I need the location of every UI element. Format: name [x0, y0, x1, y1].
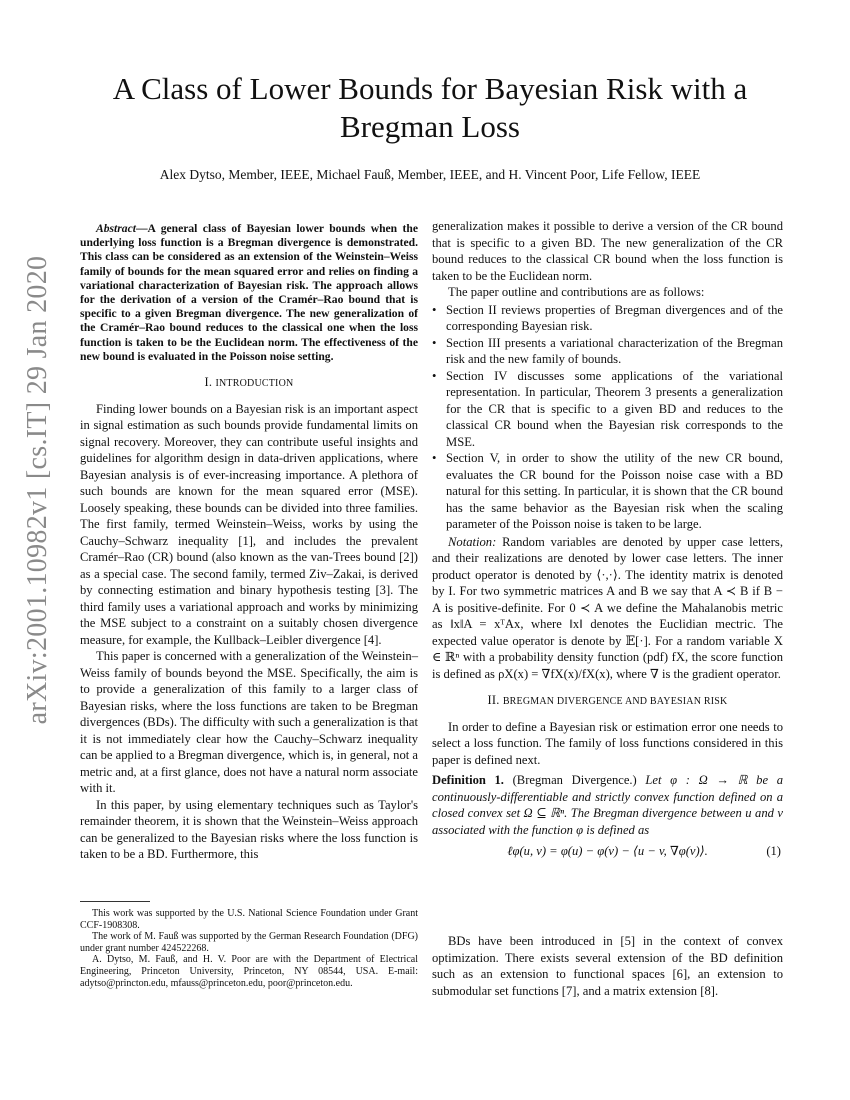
section2-paragraph-2-block [432, 933, 783, 999]
left-column [80, 222, 418, 863]
bullet-icon: • [432, 335, 437, 350]
notation-text: Random variables are denoted by upper case letters, and their realizations are denoted by lower case letters. The inner product operator is denoted by ⟨·,·⟩. The identity matrix is denoted by I. For two symmetric matrices A and B we say that A ≺ B if B − A is positive-definite. For 0 ≺ A we define the Mahalanobis metric as ‖x‖A = xᵀAx, where ‖x‖ denotes the Euclidian mectric. The expected value operator is denote by 𝔼[·]. For a random variable X ∈ ℝⁿ with a probability density function (pdf) fX, the score function is defined as ρX(x) = ∇fX(x)/fX(x), where ∇ is the gradient operator. [432, 534, 783, 681]
list-item: • Section II reviews properties of Bregman divergences and of the corresponding Bayesian risk. [432, 302, 783, 333]
section2-paragraph-2: BDs have been introduced in [5] in the context of convex optimization. There exists several extension of the BD definition such as an extension to functional spaces [6], an extension to submodular set functions [7], and a matrix extension [8]. [432, 934, 783, 998]
section2-paragraph-1: In order to define a Bayesian risk or estimation error one needs to select a loss function. The family of loss functions considered in this paper is defined next. [432, 719, 783, 767]
bullet-icon: • [432, 451, 437, 465]
footnote-divider [80, 901, 150, 902]
definition-name: (Bregman Divergence.) [512, 773, 637, 787]
section-title: INTRODUCTION [215, 378, 294, 390]
abstract-label: Abstract [96, 222, 136, 235]
arxiv-identifier-sidebar [18, 255, 58, 725]
definition-1 [432, 772, 783, 838]
list-item: • Section V, in order to show the utility of the new CR bound, evaluates the CR bound for the Poisson noise case with a BD natural for this setting. In particular, it is shown that the CR bound has the same behavior as the Bayesian risk when the scaling parameter of the Poisson noise is taken to be large. [432, 451, 783, 531]
section-heading-introduction [80, 374, 418, 393]
contribution-list [432, 302, 783, 533]
right-column [432, 218, 783, 866]
definition-text: Let φ : Ω → ℝ be a continuously-differentiable and strictly convex function defined on a closed convex set Ω ⊆ ℝⁿ. The Bregman divergence between u and v associated with the function φ is defined as [432, 773, 783, 837]
arxiv-identifier: arXiv:2001.10982v1 [cs.IT] 29 Jan 2020 [22, 255, 53, 725]
section-heading-bregman [432, 692, 783, 711]
abstract [80, 222, 418, 364]
equation-body: ℓφ(u, v) = φ(u) − φ(v) − ⟨u − v, ∇φ(v)⟩. [507, 844, 708, 858]
list-item: • Section IV discusses some applications of the variational representation. In particular, Theorem 3 presents a generalization for the CR that is specific to a given BD and reduces to the classical CR bound when the Bayesian risk corresponds to the MSE. [432, 368, 783, 449]
list-item: • Section III presents a variational characterization of the Bregman risk and the new family of bounds. [432, 335, 783, 366]
bullet-icon: • [432, 368, 437, 383]
footnote-nsf: This work was supported by the U.S. National Science Foundation under Grant CCF-1908308. [80, 908, 418, 931]
outline-intro: The paper outline and contributions are as follows: [448, 285, 705, 299]
section-title: BREGMAN DIVERGENCE AND BAYESIAN RISK [502, 696, 728, 707]
intro-paragraph-3-continued: generalization makes it possible to derive a version of the CR bound that is specific to a given BD. The new generalization of the CR bound reduces to the classical CR bound when the loss function is taken to be the Euclidean norm. [432, 219, 783, 283]
author-list: Alex Dytso, Member, IEEE, Michael Fauß, Member, IEEE, and H. Vincent Poor, Life Fellow, IEEE [159, 167, 701, 182]
definition-label: Definition 1. [432, 773, 504, 787]
section-number: I. [204, 375, 213, 390]
notation-label: Notation: [448, 534, 497, 549]
intro-paragraph-3: In this paper, by using elementary techniques such as Taylor's remainder theorem, it is shown that the Weinstein–Weiss approach can be generalized to the Bayesian risks where the loss function is taken to be a BD. Furthermore, this [80, 797, 418, 862]
equation-1 [432, 843, 783, 860]
section-number: II. [487, 693, 500, 707]
equation-number: (1) [766, 844, 781, 858]
bullet-icon: • [432, 302, 437, 317]
abstract-text: —A general class of Bayesian lower bounds when the underlying loss function is a Bregman divergence is demonstrated. This class can be considered as an extension of the Weinstein–Weiss family of bounds for the mean squared error and relies on finding a variational characterization of Bayesian risk. The approach allows for the derivation of a version of the Cramér–Rao bound that is specific to a given Bregman divergence. The new generalization of the Cramér–Rao bound reduces to the classical one when the loss function is taken to be the Euclidean norm. The effectiveness of the new bound is evaluated in the Poisson noise setting. [80, 222, 418, 363]
footnotes [80, 908, 418, 989]
notation-paragraph [432, 534, 783, 683]
footnote-dfg: The work of M. Fauß was supported by the German Research Foundation (DFG) under grant number 424522268. [80, 931, 418, 954]
intro-paragraph-1: Finding lower bounds on a Bayesian risk is an important aspect in signal estimation as such bounds provide fundamental limits on signal recovery. Moreover, they can contribute useful insights and guidelines for algorithm design in data-driven applications, where Bayesian analysis is of ever-increasing importance. A plethora of such bounds are known for the mean squared error (MSE). Loosely speaking, these bounds can be divided into three families. The first family, termed Weinstein–Weiss, works by using the Cauchy–Schwarz inequality [1], and includes the prevalent Cramér–Rao (CR) bound (also known as the van-Trees bound [2]) as a special case. The second family, termed Ziv–Zakai, is derived by connecting estimation and binary hypothesis testing [3]. The third family uses a variational approach and works by minimizing the MSE subject to a constraint on a suitably chosen divergence measure, for example, the Kullback–Leibler divergence [4]. [80, 401, 418, 647]
paper-title: A Class of Lower Bounds for Bayesian Risk with a Bregman Loss [112, 71, 748, 144]
intro-paragraph-2: This paper is concerned with a generalization of the Weinstein–Weiss family of bounds beyond the MSE. Specifically, the aim is to provide a generalization of this family to a larger class of Bayesian risks, where the loss functions are taken to be Bregman divergences (BDs). The difficulty with such a generalization is that it is not immediately clear how the Cauchy–Schwarz inequality can be applied to a Bregman divergence, which is, in general, not a metric and, at a first glance, does not have a natural norm associate with it. [80, 649, 418, 796]
footnote-affiliation: A. Dytso, M. Fauß, and H. V. Poor are with the Department of Electrical Engineering, Princeton University, Princeton, NY 08544, USA. E-mail: adytso@princton.edu, mfauss@princeton.edu, poor@princeton.edu. [80, 954, 418, 989]
